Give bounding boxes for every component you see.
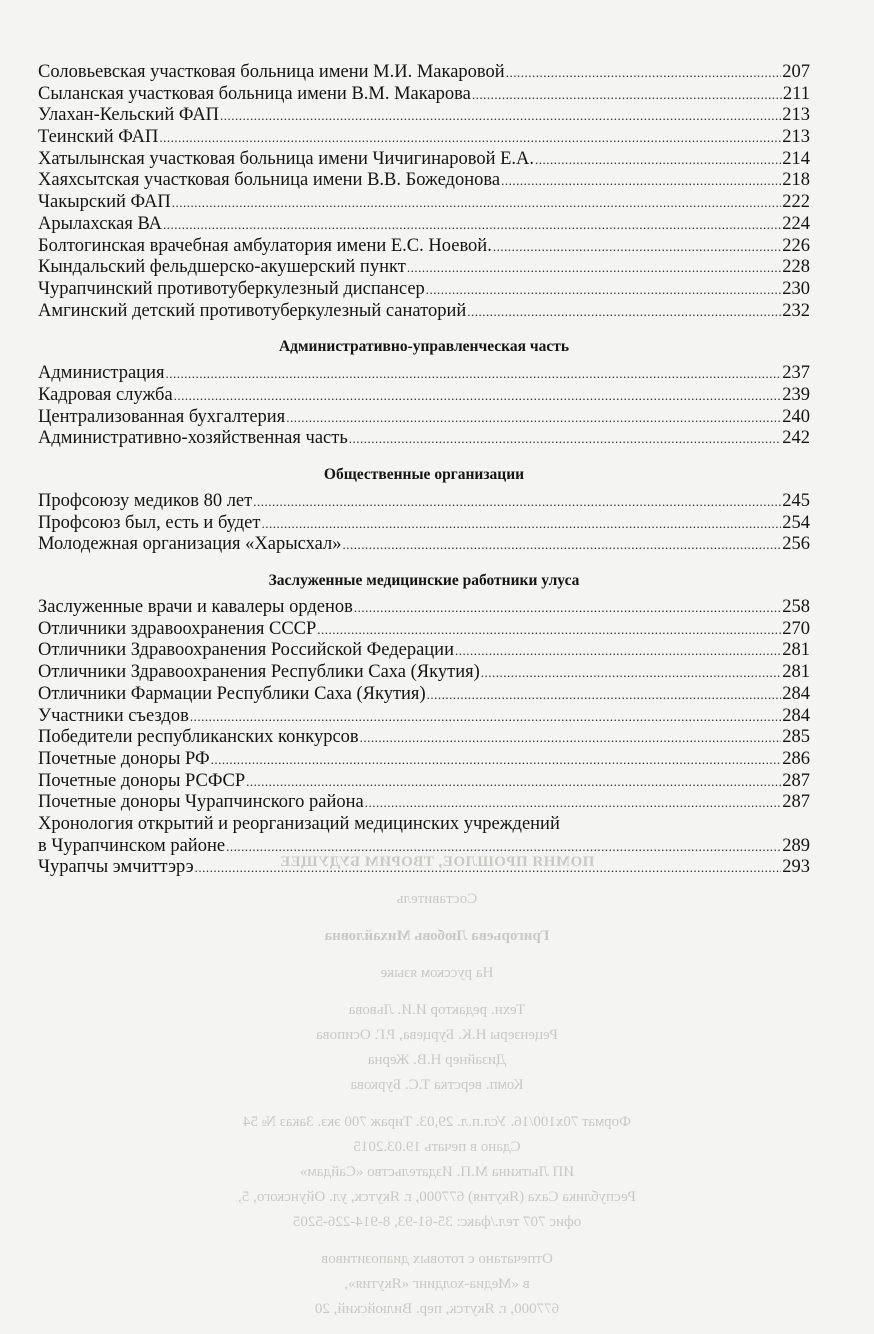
dot-leader: [317, 619, 781, 641]
ghost-printer: в «Медиа-холдинг «Якутия»,: [344, 1276, 530, 1292]
dot-leader: [493, 236, 781, 258]
toc-entry-title: Администрация: [38, 363, 165, 384]
dot-leader: [165, 363, 781, 385]
ghost-print-info: ИП Лыткина М.П. Издательство «Сайдам»: [299, 1164, 575, 1180]
toc-group-top: [38, 62, 810, 322]
toc-entry-page: 284: [782, 683, 810, 704]
toc-entry: [38, 127, 810, 149]
toc-entry: [38, 84, 810, 106]
toc-entry-title: Чакырский ФАП: [38, 192, 171, 213]
toc-entry-page: 240: [782, 406, 810, 427]
toc-entry: [38, 771, 810, 793]
toc-entry: [38, 792, 810, 814]
dot-leader: [427, 684, 782, 706]
dot-leader: [535, 149, 781, 171]
ghost-print-info: Формат 70х100/16. Усл.п.л. 29,03. Тираж 700 экз. Заказ № 54: [243, 1114, 631, 1130]
dot-leader: [174, 385, 782, 407]
dot-leader: [354, 597, 781, 619]
show-through-text: [0, 850, 874, 1322]
toc-entry-page: 232: [782, 300, 810, 321]
toc-entry-page: 218: [782, 170, 810, 191]
toc-entry-page: 287: [782, 770, 810, 791]
toc-entry-page: 287: [782, 792, 810, 813]
toc-entry: [38, 836, 810, 858]
dot-leader: [253, 491, 781, 513]
toc-entry-title: Профсоюзу медиков 80 лет: [38, 491, 253, 511]
toc-entry-page: 239: [782, 384, 810, 405]
toc-entry: [38, 407, 810, 429]
toc-entry-title: Почетные доноры РСФСР: [38, 770, 246, 791]
toc-entry: [38, 428, 810, 450]
toc-entry: [38, 257, 810, 279]
toc-entry-title: Кындальский фельдшерско-акушерский пункт: [38, 257, 406, 278]
toc-entry-page: 254: [782, 512, 810, 533]
toc-entry-page: 258: [782, 597, 810, 618]
toc-entry-title: Почетные доноры РФ: [38, 748, 210, 769]
dot-leader: [426, 279, 781, 301]
dot-leader: [163, 214, 781, 236]
dot-leader: [481, 662, 781, 684]
dot-leader: [360, 727, 782, 749]
dot-leader: [407, 257, 781, 279]
toc-entry-title: Теинский ФАП: [38, 127, 159, 148]
toc-entry-chronology-line1: [38, 814, 810, 836]
toc-entry: [38, 62, 810, 84]
toc-entry-page: 281: [782, 662, 810, 683]
toc-entry: [38, 597, 810, 619]
toc-entry: [38, 534, 810, 556]
ghost-printer: 677000, г. Якутск, пер. Вилюйский, 20: [314, 1301, 560, 1317]
toc-entry: [38, 684, 810, 706]
toc-entry: [38, 749, 810, 771]
dot-leader: [349, 428, 781, 450]
dot-leader: [365, 792, 782, 814]
ghost-credit: Техн. редактор И.И. Львова: [348, 1002, 526, 1018]
toc-entry-title: Отличники Здравоохранения Республики Саха (Якутия): [38, 662, 480, 683]
toc-group-honored: [38, 597, 810, 879]
ghost-compiler-label: Составитель: [396, 891, 478, 907]
toc-entry-title: Централизованная бухгалтерия: [38, 406, 286, 427]
toc-entry-title: Сыланская участковая больница имени В.М. Макарова: [38, 83, 471, 104]
dot-leader: [246, 771, 781, 793]
toc-entry-page: 213: [782, 105, 810, 126]
ghost-title: ПОМНЯ ПРОШЛОЕ, ТВОРИМ БУДУЩЕЕ: [279, 854, 595, 870]
toc-entry-page: 224: [782, 213, 810, 234]
toc-entry: [38, 857, 810, 879]
toc-entry: [38, 236, 810, 258]
ghost-printer: Отпечатано с готовых диапозитивов: [321, 1251, 553, 1267]
toc-entry-page: 286: [782, 748, 810, 769]
toc-entry: [38, 385, 810, 407]
toc-entry: [38, 170, 810, 192]
toc-entry-page: 245: [782, 491, 810, 511]
toc-entry-title: Заслуженные врачи и кавалеры орденов: [38, 597, 353, 618]
toc-entry: [38, 640, 810, 662]
dot-leader: [211, 749, 782, 771]
toc-group-public: [38, 491, 810, 556]
dot-leader: [190, 706, 781, 728]
ghost-print-info: офис 707 тел./факс: 35-61-93, 8-914-226-5205: [292, 1214, 582, 1230]
ghost-language: На русском языке: [380, 965, 494, 981]
toc-entry-title: Победители республиканских конкурсов: [38, 727, 359, 748]
section-heading-public: Общественные организации: [323, 466, 525, 483]
toc-entry-title: Административно-хозяйственная часть: [38, 428, 348, 449]
toc-group-admin: [38, 363, 810, 450]
dot-leader: [467, 301, 781, 323]
dot-leader: [220, 105, 781, 127]
toc-entry-page: 214: [782, 148, 810, 169]
toc-entry: [38, 363, 810, 385]
toc-entry-page: 213: [782, 127, 810, 148]
toc-entry-page: 228: [782, 257, 810, 278]
toc-entry-page: 284: [782, 705, 810, 726]
ghost-credit: Комп. верстка Т.С. Буркова: [350, 1077, 524, 1093]
dot-leader: [172, 192, 782, 214]
toc-entry-page: 207: [782, 62, 810, 82]
toc-entry-title: Чурапчинский противотуберкулезный диспансер: [38, 278, 425, 299]
toc-entry-page: 281: [782, 640, 810, 661]
toc-entry-page: 211: [782, 83, 810, 104]
toc-entry-title: Амгинский детский противотуберкулезный санаторий: [38, 300, 467, 321]
toc-entry: [38, 301, 810, 323]
toc-entry: [38, 662, 810, 684]
toc-entry-title: Отличники Фармации Республики Саха (Якутия): [38, 683, 426, 704]
toc-entry-title: Участники съездов: [38, 705, 189, 726]
toc-entry-page: 293: [782, 857, 810, 878]
toc-entry-page: 256: [782, 534, 810, 555]
toc-entry-title: Соловьевская участковая больница имени М.И. Макаровой: [38, 62, 505, 82]
toc-entry: [38, 192, 810, 214]
toc-entry-title: Болтогинская врачебная амбулатория имени Е.С. Ноевой.: [38, 235, 492, 256]
toc-entry: [38, 149, 810, 171]
toc-entry: [38, 279, 810, 301]
toc-entry-page: 242: [782, 428, 810, 449]
dot-leader: [286, 407, 781, 429]
section-heading-honored: Заслуженные медицинские работники улуса: [268, 572, 580, 590]
dot-leader: [261, 513, 781, 535]
ghost-credit: Дизайнер Н.В. Жерна: [367, 1052, 507, 1068]
ghost-compiler-name: Григорьева Любовь Михайловна: [324, 928, 550, 944]
toc-entry-title: Отличники здравоохранения СССР: [38, 618, 317, 639]
toc-entry-page: 222: [782, 192, 810, 213]
dot-leader: [501, 170, 781, 192]
dot-leader: [342, 534, 781, 556]
toc-entry-title: Кадровая служба: [38, 384, 173, 405]
toc-entry-title: Молодежная организация «Харысхал»: [38, 534, 342, 555]
toc-entry-page: 237: [782, 363, 810, 384]
toc-entry-page: 230: [782, 278, 810, 299]
toc-entry-title: Профсоюз был, есть и будет: [38, 512, 261, 533]
toc-entry-title: Чурапчы эмчиттэрэ: [38, 857, 194, 878]
dot-leader: [226, 836, 781, 858]
section-heading-admin: Административно-управленческая часть: [278, 338, 570, 356]
toc-entry-page: 289: [782, 835, 810, 856]
toc-entry-title: Хатылынская участковая больница имени Чичигинаровой Е.А.: [38, 148, 535, 169]
ghost-print-info: Сдано в печать 19.03.2015: [353, 1139, 521, 1155]
ghost-credit: Рецензеры Н.К. Бурцева, Р.Г. Осипова: [316, 1027, 558, 1043]
toc-entry-title: Отличники Здравоохранения Российской Федерации: [38, 640, 454, 661]
dot-leader: [195, 857, 782, 879]
toc-entry-title: Хронология открытий и реорганизаций медицинских учреждений: [38, 813, 560, 834]
toc-entry-title: Улахан-Кельский ФАП: [38, 105, 220, 126]
toc-entry: [38, 619, 810, 641]
toc-entry: [38, 727, 810, 749]
table-of-contents: [38, 62, 810, 879]
toc-entry: [38, 105, 810, 127]
dot-leader: [472, 84, 782, 106]
toc-entry-page: 285: [782, 727, 810, 748]
toc-entry-page: 226: [782, 235, 810, 256]
dot-leader: [159, 127, 781, 149]
toc-entry-title: Почетные доноры Чурапчинского района: [38, 792, 364, 813]
dot-leader: [455, 640, 781, 662]
ghost-print-info: Республика Саха (Якутия) 677000, г. Якутск, ул. Ойунского, 5,: [238, 1189, 636, 1205]
toc-entry: [38, 491, 810, 513]
dot-leader: [506, 62, 782, 84]
toc-entry-page: 270: [782, 618, 810, 639]
toc-entry: [38, 706, 810, 728]
toc-entry-title: Арылахская ВА: [38, 213, 162, 234]
toc-entry: [38, 513, 810, 535]
toc-entry-title: Хаяхсытская участковая больница имени В.В. Божедонова: [38, 170, 501, 191]
toc-entry: [38, 214, 810, 236]
toc-entry-title: в Чурапчинском районе: [38, 835, 226, 856]
